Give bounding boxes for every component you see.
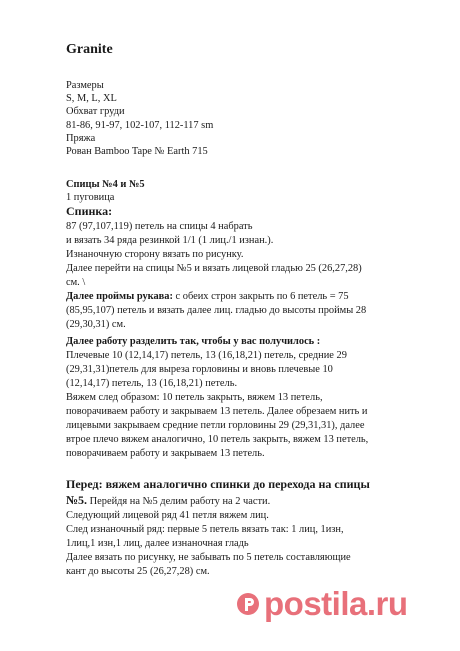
text-line: Изнаночную сторону вязать по рисунку. xyxy=(66,249,244,260)
text-line: Плечевые 10 (12,14,17) петель, 13 (16,18,21) петель, средние 29 xyxy=(66,350,347,361)
text-line xyxy=(66,291,349,303)
text-line: Рован Bamboo Tape № Earth 715 xyxy=(66,146,208,157)
text-line: кант до высоты 25 (26,27,28) см. xyxy=(66,566,210,577)
watermark xyxy=(236,585,408,623)
text-line: лицевыми закрываем средние петли горловины 29 (29,31,31), далее xyxy=(66,420,365,431)
section-heading-back: Спинка: xyxy=(66,204,113,218)
text-line: Следующий лицевой ряд 41 петля вяжем лиц. xyxy=(66,510,269,521)
watermark-text: postila.ru xyxy=(264,585,408,622)
text-line: (29,31,31)петель для выреза горловины и вновь плечевые 10 xyxy=(66,364,333,375)
text-line: Размеры xyxy=(66,80,104,91)
text-line: втрое плечо вяжем аналогично, 10 петель закрыть, вяжем 13 петель, xyxy=(66,434,369,445)
text-line: см. \ xyxy=(66,277,86,288)
text-line: Далее перейти на спицы №5 и вязать лицевой гладью 25 (26,27,28) xyxy=(66,263,362,274)
text-line: Вяжем след образом: 10 петель закрыть, вяжем 13 петель, xyxy=(66,392,323,403)
inline-text: Перейдя на №5 делим работу на 2 части. xyxy=(87,496,271,507)
text-line xyxy=(66,494,270,508)
text-line: (85,95,107) петель и вязать далее лиц. гладью до высоты проймы 28 xyxy=(66,305,367,316)
text-line: Далее вязать по рисунку, не забывать по 5 петель составляющие xyxy=(66,552,351,563)
document-title: Granite xyxy=(66,42,113,57)
text-line: 81-86, 91-97, 102-107, 112-117 sm xyxy=(66,120,214,131)
needles-heading: Спицы №4 и №5 xyxy=(66,179,145,190)
text-line: (12,14,17) петель, 13 (16,18,21) петель. xyxy=(66,378,238,389)
subheading: Далее работу разделить так, чтобы у вас получилось : xyxy=(66,336,321,347)
inline-heading: Далее проймы рукава: xyxy=(66,291,173,302)
text-line: S, M, L, XL xyxy=(66,93,117,104)
postila-pin-icon xyxy=(236,592,260,616)
inline-heading: №5. xyxy=(66,493,88,507)
text-line: След изнаночный ряд: первые 5 петель вязать так: 1 лиц, 1изн, xyxy=(66,524,344,535)
text-line: Обхват груди xyxy=(66,106,125,117)
text-line: 87 (97,107,119) петель на спицы 4 набрать xyxy=(66,221,253,232)
text-line: и вязать 34 ряда резинкой 1/1 (1 лиц./1 изнан.). xyxy=(66,235,274,246)
text-line: поворачиваем работу и закрываем 13 петель. xyxy=(66,448,265,459)
section-heading-front: Перед: вяжем аналогично спинки до перехода на спицы xyxy=(66,477,370,491)
text-line: (29,30,31) см. xyxy=(66,319,126,330)
text-line: поворачиваем работу и закрываем 13 петель. Далее обрезаем нить и xyxy=(66,406,368,417)
text-line: Пряжа xyxy=(66,133,96,144)
text-line: 1 пуговица xyxy=(66,192,115,203)
text-line: 1лиц,1 изн,1 лиц, далее изнаночная гладь xyxy=(66,538,249,549)
inline-text: с обеих строн закрыть по 6 петель = 75 xyxy=(172,291,349,302)
